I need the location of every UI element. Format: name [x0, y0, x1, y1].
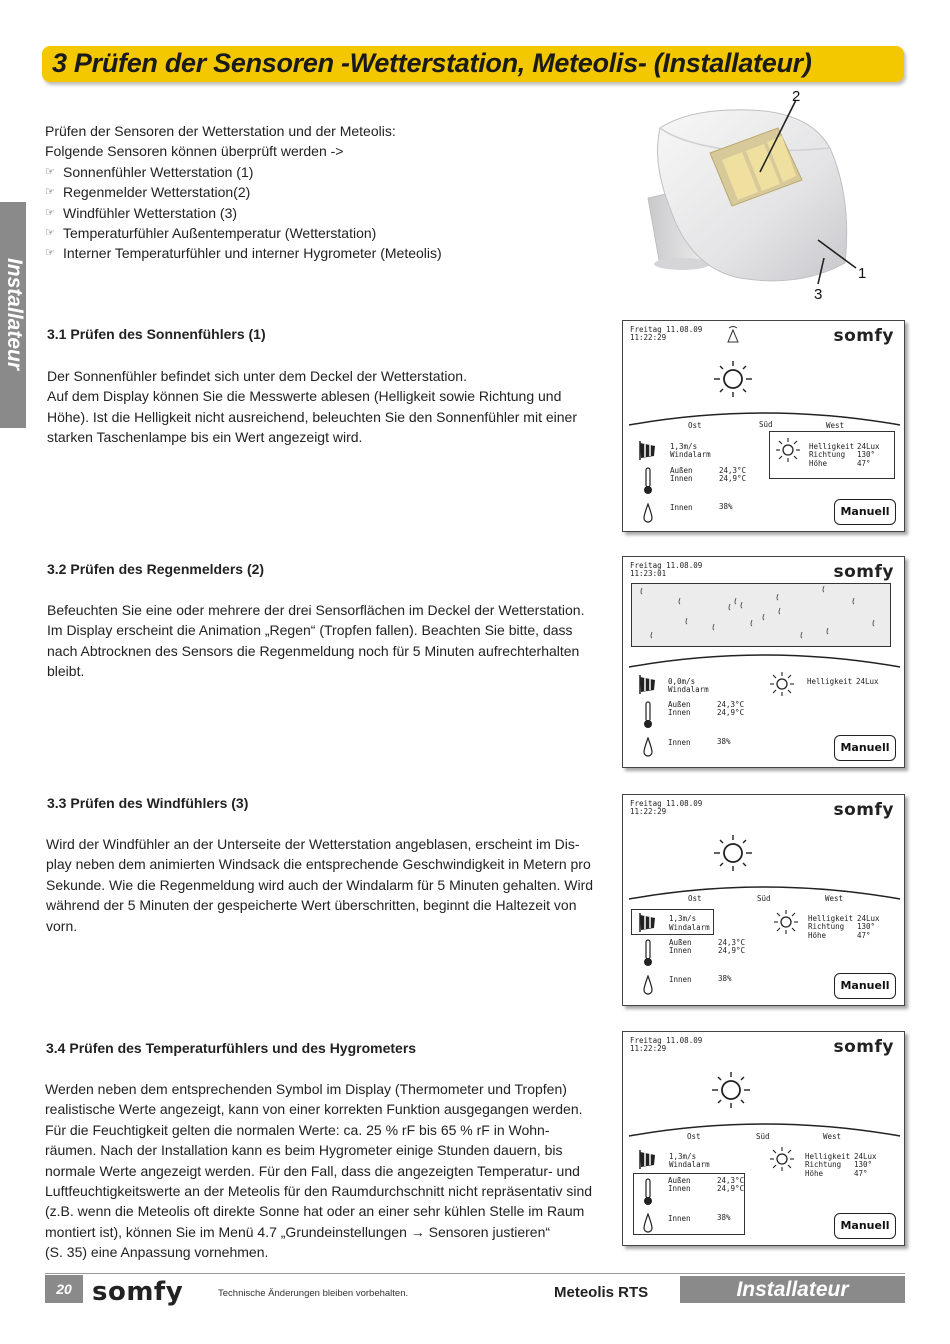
section-text: Werden neben dem entsprechenden Symbol im Display (Thermometer und Tropfen) realistische Werte angezeigt, kann von einer korrekten Funktion ausgegangen werden. Für die Feuchtigkeit gelten die normalen Werte: ca. 25 % rF bis 65 % rF in Wohn- räumen. Nach der Installation kann es beim Hygrometer einige Stunden dauern, bis normale Werte angezeigt werden. Für den Fall, dass die angezeigten Temperatur- und Luftfeuchtigkeitswerte an der Meteolis für den Raumdurchschnitt nicht repräsentativ sind (z.B. wenn die Meteolis oft direkte Sonne hat oder an einer sehr kühlen Stelle im Raum montiert ist), können Sie im Menü 4.7 „Grundeinstellungen → Sensoren justieren“ (S. 35) eine Anpassung vornehmen. [45, 1081, 593, 1261]
wind-value: 0,0m/s [668, 677, 696, 686]
wind-value: 1,3m/s [669, 1152, 697, 1161]
section-text: Wird der Windfühler an der Unterseite der Wetterstation angeblasen, erscheint im Dis- play neben dem animierten Windsack die entsprechende Geschwindigkeit in Metern pro Sekunde. Wie die Regenmeldung wird auch der Windalarm für 5 Minuten gehalten. Wird während der 5 Minuten der gespeicherte Wert überschritten, beginnt die Haltezeit von vorn. [46, 836, 594, 934]
meteolis-display-rain: Freitag 11.08.09 11:23:01 somfy 0,0m/s Windalarm Helligkeit 24Lux Außen Innen 24,3°C 24,9°C Innen 38% Manuell [622, 556, 905, 768]
thermometer-icon [643, 939, 653, 967]
footer-divider [45, 1273, 905, 1274]
antenna-icon [726, 326, 740, 344]
pointing-hand-icon: ☞ [45, 247, 55, 260]
footer-product-name: Meteolis RTS [554, 1284, 649, 1301]
manuell-button[interactable]: Manuell [834, 499, 896, 525]
direction-east: Ost [688, 421, 702, 430]
display-date: Freitag 11.08.09 [630, 1036, 703, 1045]
somfy-footer-logo: somfy [92, 1277, 184, 1307]
outside-temp: 24,3°C [719, 466, 747, 475]
direction-south: Süd [756, 1132, 770, 1141]
humidity-drop-icon [642, 975, 654, 997]
list-item: ☞ Sonnenfühler Wetterstation (1) [45, 162, 605, 182]
sun-arc [623, 649, 906, 669]
wind-alarm-label: Windalarm [669, 1160, 710, 1169]
sun-icon [711, 833, 755, 873]
section-heading: 3.2 Prüfen des Regenmelders (2) [47, 561, 265, 577]
section-text: Befeuchten Sie eine oder mehrere der drei Sensorflächen im Deckel der Wetterstation. Im Display erscheint die Animation „Regen“ (Tropfen fallen). Beachten Sie bitte, dass nach Abtrocknen des Sensors die Regenmeldung noch für 5 Minuten aufrechterhalten bleibt. [47, 602, 585, 680]
direction-east: Ost [687, 1132, 701, 1141]
direction-west: West [823, 1132, 842, 1141]
inside-temp: 24,9°C [717, 1184, 745, 1193]
windsock-icon [637, 439, 659, 461]
direction-south: Süd [757, 894, 771, 903]
section-heading: 3.4 Prüfen des Temperaturfühlers und des Hygrometers [46, 1040, 417, 1056]
page-number: 20 [45, 1275, 83, 1303]
sun-icon [711, 359, 755, 399]
sun-small-icon [775, 437, 801, 463]
rain-animation [631, 583, 891, 647]
intro-line: Folgende Sensoren können überprüft werden -> [45, 143, 344, 160]
somfy-logo: somfy [833, 562, 894, 582]
section-heading: 3.1 Prüfen des Sonnenfühlers (1) [47, 326, 266, 342]
inside-temp: 24,9°C [718, 946, 746, 955]
list-item: ☞ Temperaturfühler Außentemperatur (Wetterstation) [45, 223, 605, 243]
outside-temp: 24,3°C [717, 700, 745, 709]
direction-west: West [825, 894, 844, 903]
meteolis-display-sun: Freitag 11.08.09 11:22:29 somfy Ost Süd West 1,3m/s Windalarm Helligkeit Richtung Höhe 24Lux 130° 47° Außen Innen 24,3°C 24,9°C Innen 38% Manuell [622, 320, 905, 532]
outside-temp: 24,3°C [717, 1176, 745, 1185]
thermometer-icon [643, 1178, 653, 1206]
intro-line: Prüfen der Sensoren der Wetterstation und der Meteolis: [45, 123, 396, 139]
callout-label-1: 1 [858, 265, 867, 282]
callout-label-3: 3 [814, 286, 823, 303]
somfy-logo: somfy [833, 1037, 894, 1057]
wind-value: 1,3m/s [669, 914, 697, 923]
sensor-list [45, 162, 605, 264]
humidity-value: 38% [717, 1213, 731, 1222]
footer-disclaimer: Technische Änderungen bleiben vorbehalten. [218, 1288, 409, 1299]
footer-section-tab: Installateur [680, 1276, 905, 1303]
display-date: Freitag 11.08.09 [630, 325, 703, 334]
humidity-value: 38% [717, 737, 731, 746]
humidity-value: 38% [718, 974, 732, 983]
pointing-hand-icon: ☞ [45, 186, 55, 199]
display-time: 11:22:29 [630, 1044, 667, 1053]
somfy-logo: somfy [833, 326, 894, 346]
side-tab-label: Installateur [3, 257, 26, 371]
wind-alarm-label: Windalarm [669, 923, 710, 932]
display-time: 11:22:29 [630, 333, 667, 342]
sun-small-icon [773, 909, 799, 935]
display-date: Freitag 11.08.09 [630, 561, 703, 570]
list-item: ☞ Windfühler Wetterstation (3) [45, 203, 605, 223]
thermometer-icon [643, 701, 653, 729]
rain-drops-icon [632, 584, 889, 645]
windsock-icon [637, 1148, 659, 1170]
weather-station-photo [620, 88, 920, 303]
direction-west: West [826, 421, 845, 430]
humidity-drop-icon [642, 503, 654, 525]
inside-temp: 24,9°C [719, 474, 747, 483]
side-tab [0, 202, 26, 428]
wind-alarm-label: Windalarm [670, 450, 711, 459]
manuell-button[interactable]: Manuell [834, 973, 896, 999]
pointing-hand-icon: ☞ [45, 227, 55, 240]
intro-block [45, 121, 605, 264]
manuell-button[interactable]: Manuell [834, 1213, 896, 1239]
display-time: 11:22:29 [630, 807, 667, 816]
windsock-icon [637, 673, 659, 695]
display-time: 11:23:01 [630, 569, 667, 578]
manuell-button[interactable]: Manuell [834, 735, 896, 761]
page-title: 3 Prüfen der Sensoren -Wetterstation, Meteolis- (Installateur) [52, 48, 812, 78]
humidity-drop-icon [642, 737, 654, 759]
wind-alarm-label: Windalarm [668, 685, 709, 694]
inside-temp: 24,9°C [717, 708, 745, 717]
somfy-logo: somfy [833, 800, 894, 820]
section-heading: 3.3 Prüfen des Windfühlers (3) [47, 795, 249, 811]
sun-small-icon [769, 1146, 795, 1172]
meteolis-display-wind: Freitag 11.08.09 11:22:29 somfy Ost Süd West 1,3m/s Windalarm Helligkeit Richtung Höhe 24Lux 130° 47° Außen Innen 24,3°C 24,9°C Innen 38% Manuell [622, 794, 905, 1006]
direction-east: Ost [688, 894, 702, 903]
list-item: ☞ Interner Temperaturfühler und interner Hygrometer (Meteolis) [45, 243, 605, 263]
thermometer-icon [643, 467, 653, 495]
section-text: Der Sonnenfühler befindet sich unter dem Deckel der Wetterstation. Auf dem Display können Sie die Messwerte ablesen (Helligkeit sowie Richtung und Höhe). Ist die Helligkeit nicht ausreichend, beleuchten Sie den Sonnenfühler mit einer starken Taschenlampe bis ein Wert angezeigt wird. [47, 368, 577, 446]
sun-icon [709, 1070, 753, 1110]
humidity-drop-icon [642, 1213, 654, 1235]
wind-value: 1,3m/s [670, 442, 698, 451]
sun-small-icon [769, 671, 795, 697]
windsock-icon [637, 911, 659, 933]
display-date: Freitag 11.08.09 [630, 799, 703, 808]
pointing-hand-icon: ☞ [45, 206, 55, 219]
list-item: ☞ Regenmelder Wetterstation(2) [45, 182, 605, 202]
outside-temp: 24,3°C [718, 938, 746, 947]
callout-label-2: 2 [792, 88, 801, 105]
pointing-hand-icon: ☞ [45, 165, 55, 178]
direction-south: Süd [759, 420, 773, 429]
humidity-value: 38% [719, 502, 733, 511]
meteolis-display-temperature: Freitag 11.08.09 11:22:29 somfy Ost Süd West 1,3m/s Windalarm Helligkeit Richtung Höhe 24Lux 130° 47° Außen Innen 24,3°C 24,9°C Innen 38% Manuell [622, 1031, 905, 1246]
